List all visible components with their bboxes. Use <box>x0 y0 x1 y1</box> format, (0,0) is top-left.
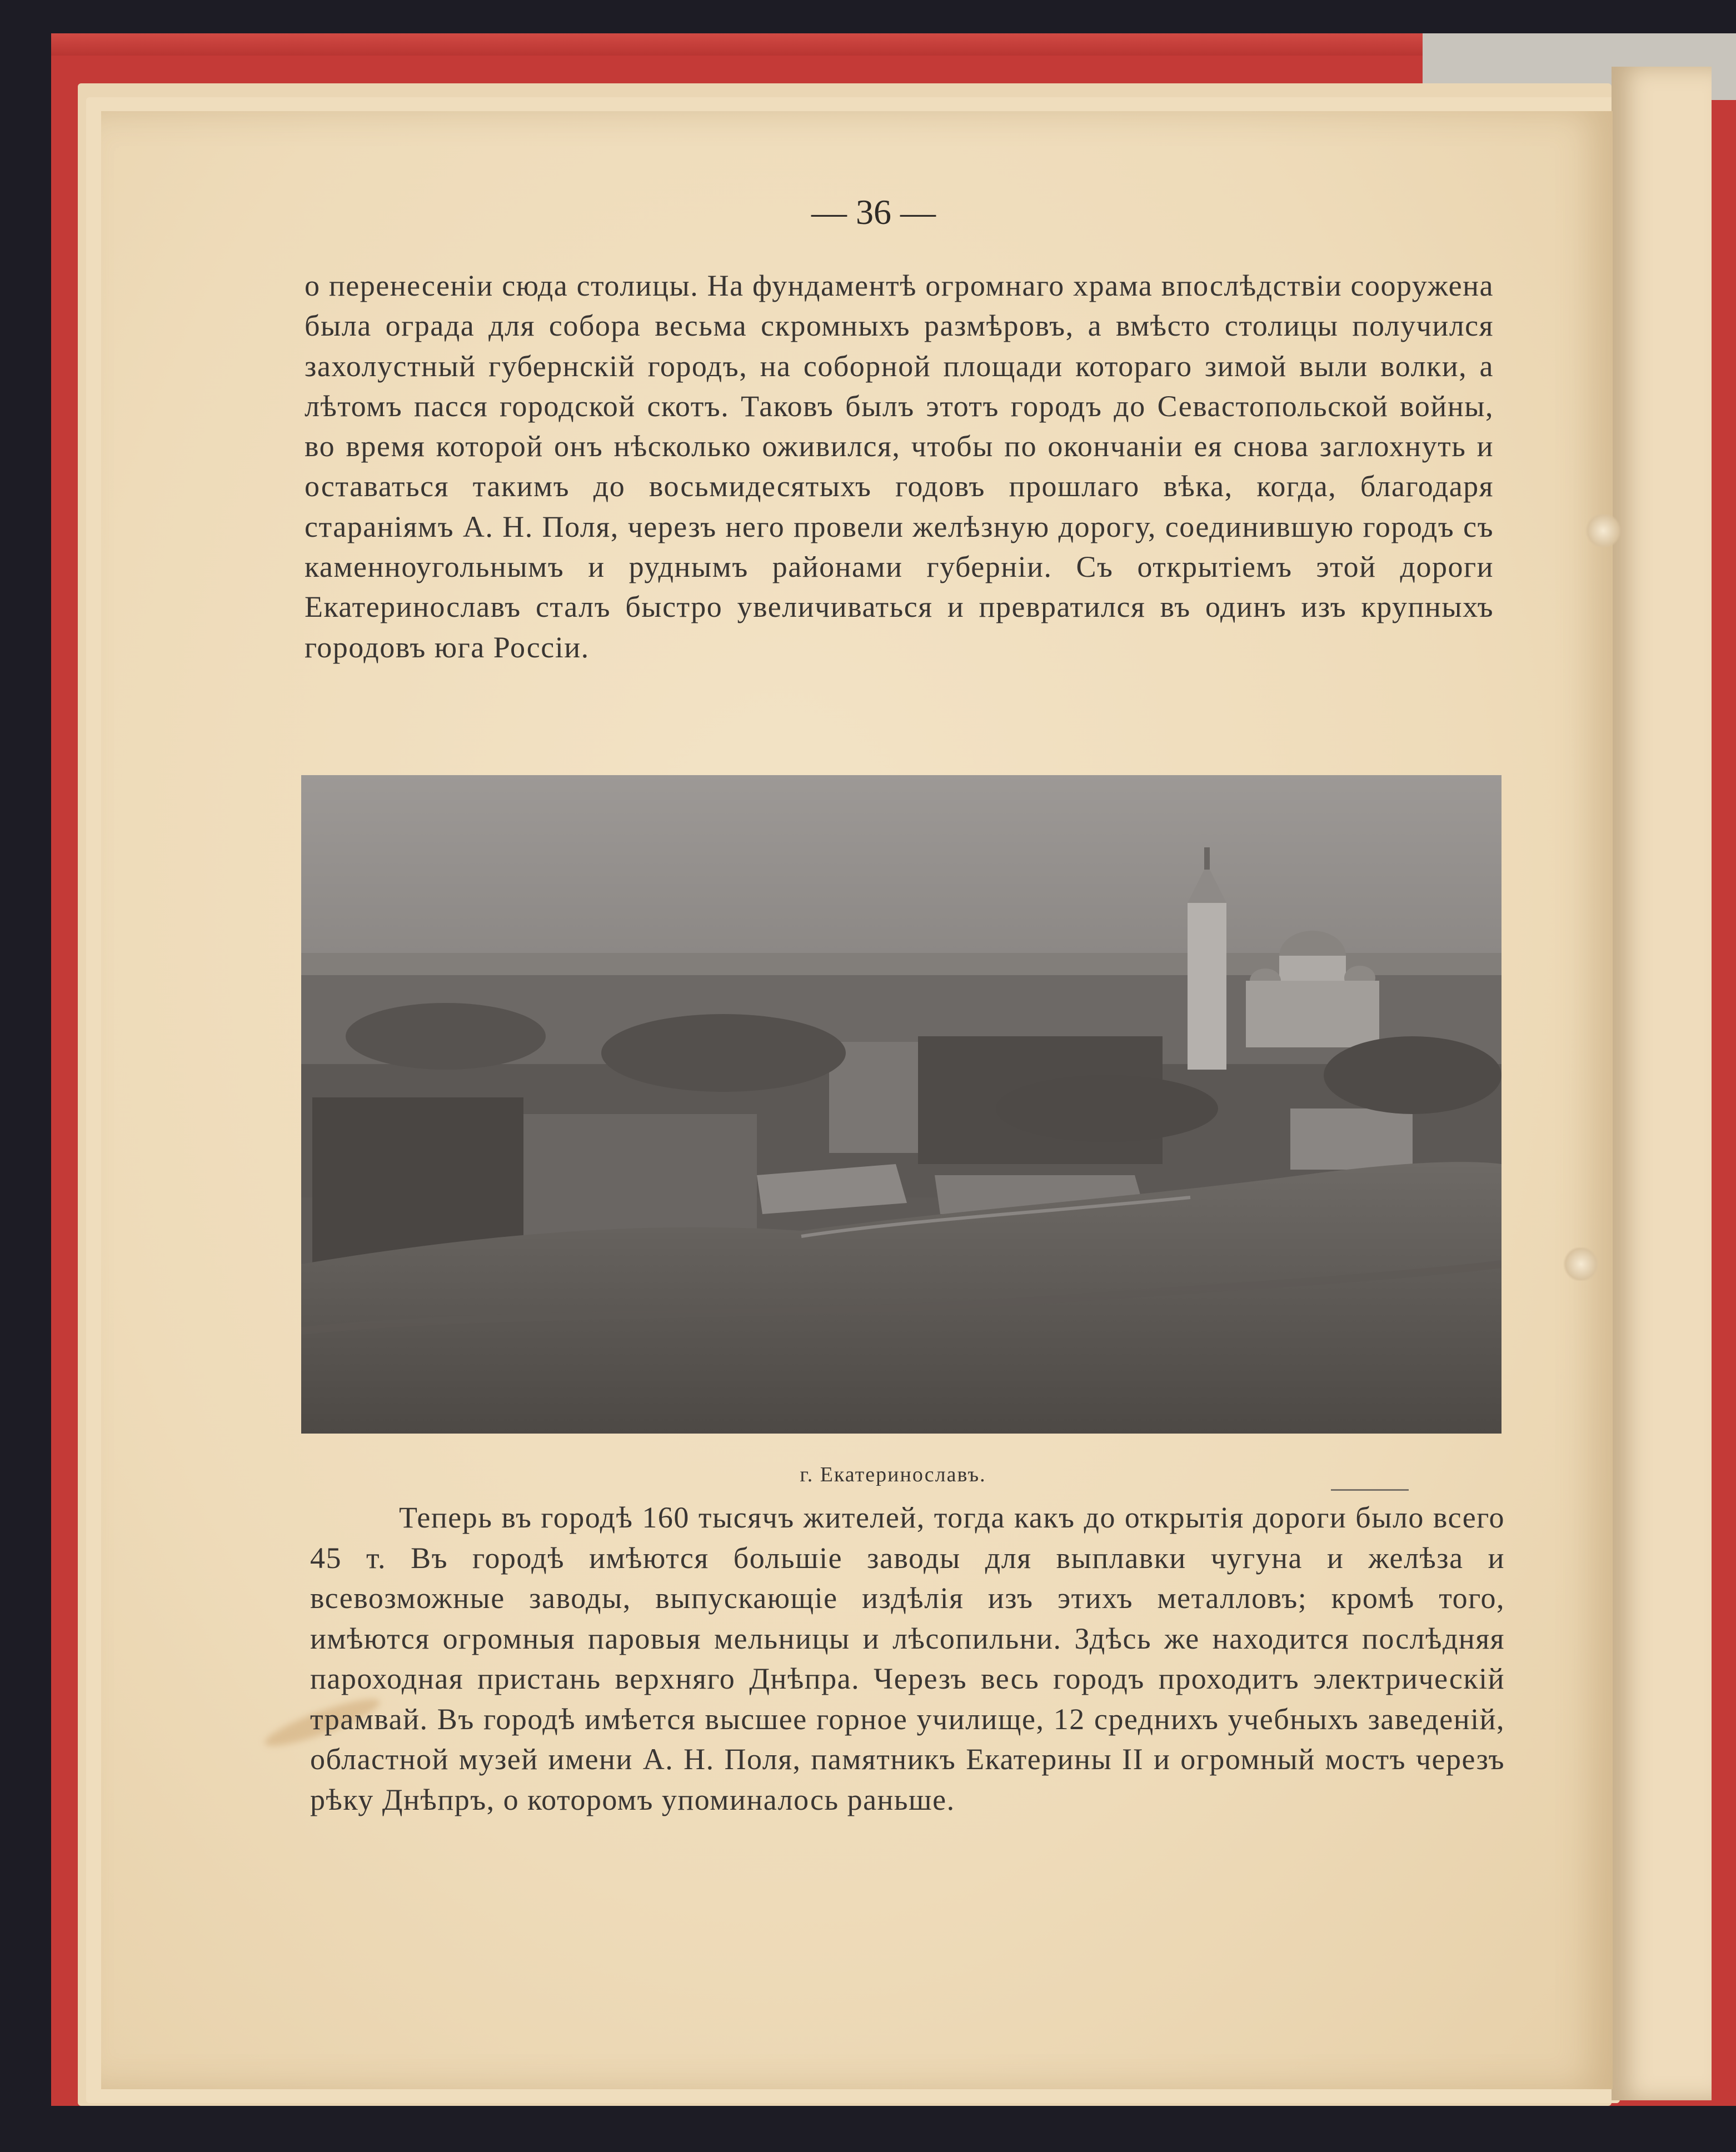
paragraph-1: о перенесеніи сюда столицы. На фундаментѣ огромнаго храма впослѣдствіи сооружена была ограда для собора весьма скромныхъ размѣровъ, а вмѣсто столицы получился захолустный губернскій городъ, на соборной площади котораго зимой выли волки, а лѣтомъ пасся городской скотъ. Таковъ былъ этотъ городъ до Севастопольской войны, во время которой онъ нѣсколько оживился, чтобы по окончаніи ея снова заглохнуть и оставаться такимъ до восьмидесятыхъ годовъ прошлаго вѣка, когда, благодаря стараніямъ А. Н. Поля, черезъ него провели желѣзную дорогу, соединившую городъ съ каменноугольнымъ и руднымъ районами губерніи. Съ открытіемъ этой дороги Екатеринославъ сталъ быстро увеличиваться и превратился въ одинъ изъ крупныхъ городовъ юга Россіи. <box>305 269 1494 664</box>
city-photograph <box>301 775 1501 1434</box>
caption-rule <box>1331 1489 1409 1491</box>
binding-clip-mark <box>1584 514 1623 547</box>
facing-page <box>1612 67 1712 2100</box>
city-photograph-image <box>301 775 1501 1434</box>
figure-caption: г. Екатеринославъ. <box>800 1463 986 1486</box>
binding-clip-mark <box>1562 1247 1600 1281</box>
paragraph-2: Теперь въ городѣ 160 тысячъ жителей, тогда какъ до открытія дороги было всего 45 т. Въ городѣ имѣются большіе заводы для выплавки чугуна и желѣза и всевозможные заводы, выпускающіе издѣлія изъ этихъ металловъ; кромѣ того, имѣются огромныя паровыя мельницы и лѣсопильни. Здѣсь же находится послѣдняя пароходная пристань верхняго Днѣпра. Черезъ весь городъ проходитъ электрическій трамвай. Въ городѣ имѣется высшее горное училище, 12 среднихъ учебныхъ заведеній, областной музей имени А. Н. Поля, памятникъ Екатерины II и огромный мостъ черезъ рѣку Днѣпръ, о которомъ упоминалось раньше. <box>310 1501 1505 1816</box>
page-number: — 36 — <box>811 192 936 232</box>
